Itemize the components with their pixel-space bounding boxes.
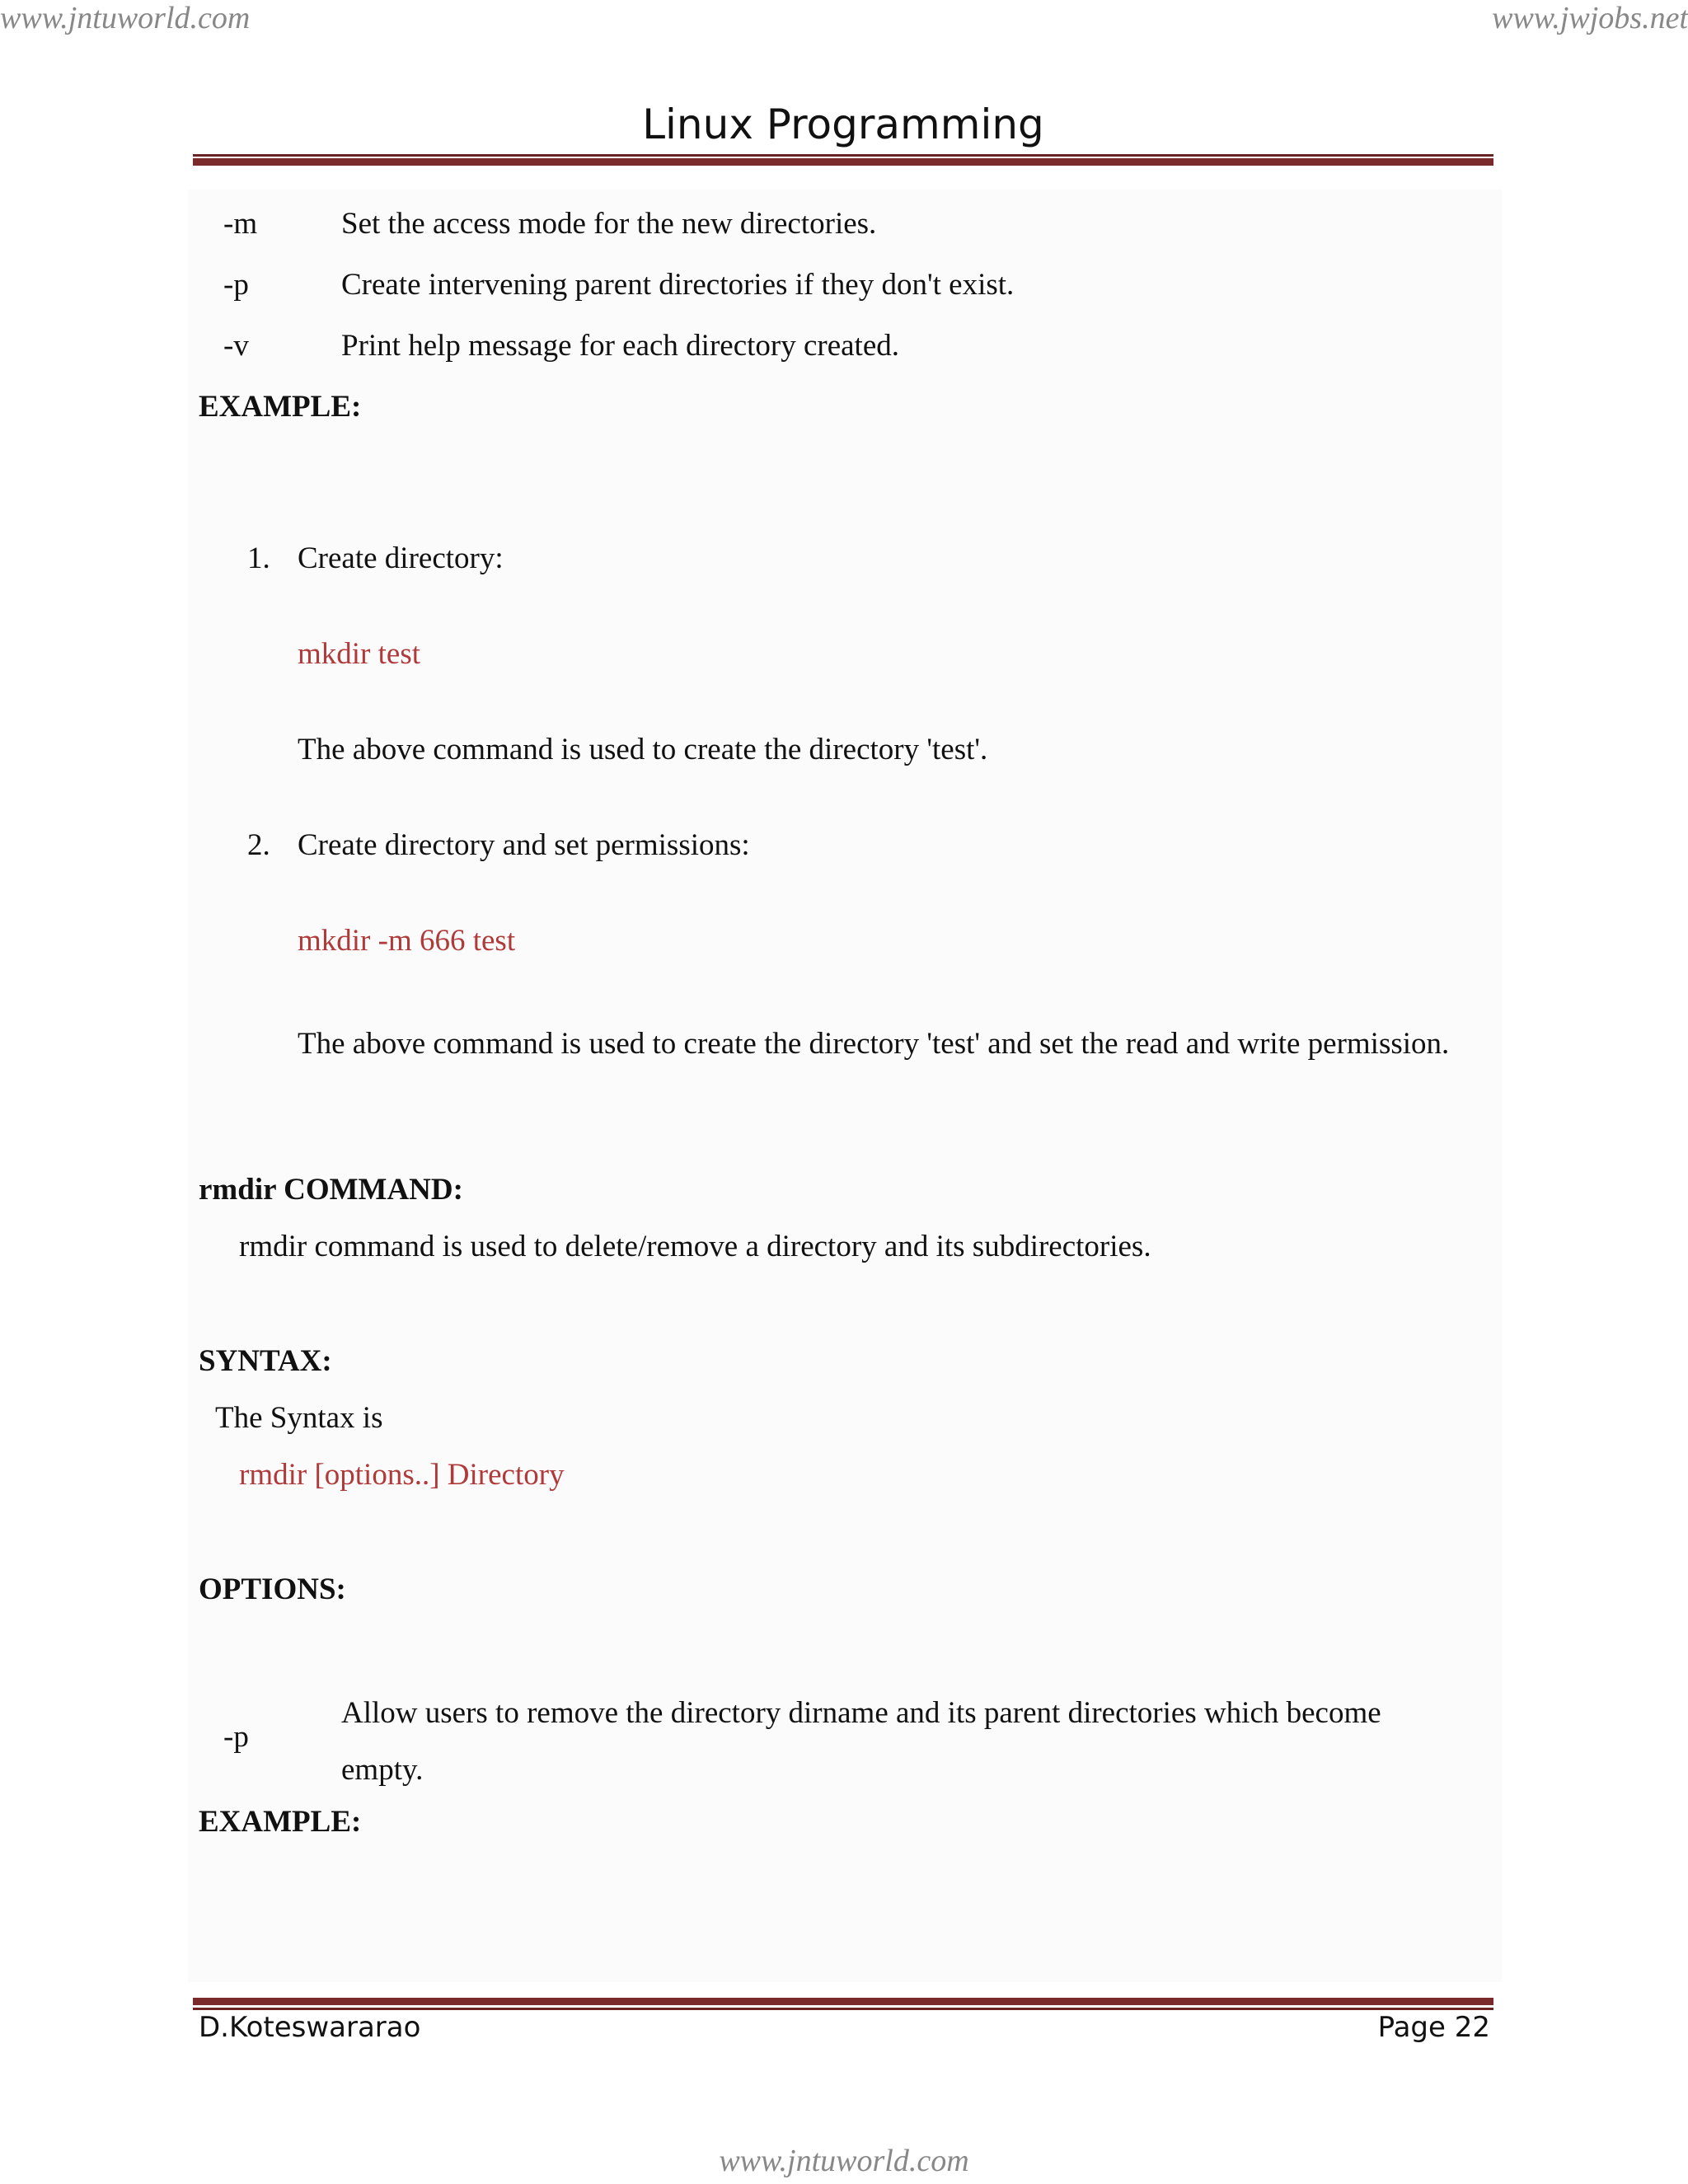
example-item-title: Create directory: — [298, 541, 504, 575]
header-rule-thick — [193, 158, 1493, 166]
rmdir-option-flag: -p — [223, 1720, 249, 1754]
rmdir-heading: rmdir COMMAND: — [199, 1173, 463, 1207]
watermark-top-right: www.jwjobs.net — [1492, 1, 1688, 35]
example-heading: EXAMPLE: — [199, 390, 362, 424]
example-command: mkdir -m 666 test — [298, 924, 516, 958]
page-title: Linux Programming — [642, 101, 1044, 148]
example-item-number: 1. — [247, 541, 270, 575]
options-heading: OPTIONS: — [199, 1572, 346, 1606]
option-desc-m: Set the access mode for the new directories. — [341, 207, 877, 241]
option-flag-m: -m — [223, 207, 258, 241]
example-item-title: Create directory and set permissions: — [298, 828, 750, 862]
footer-page-number: Page 22 — [1377, 2011, 1490, 2044]
footer-author: D.Koteswararao — [199, 2011, 421, 2044]
option-desc-p: Create intervening parent directories if they don't exist. — [341, 268, 1015, 302]
rmdir-option-desc: Allow users to remove the directory dirname and its parent directories which become empty. — [341, 1696, 1381, 1787]
rmdir-description: rmdir command is used to delete/remove a directory and its subdirectories. — [239, 1230, 1151, 1263]
header-rule-thin — [193, 154, 1493, 157]
option-desc-v: Print help message for each directory created. — [341, 329, 900, 363]
option-flag-v: -v — [223, 329, 249, 363]
example-command: mkdir test — [298, 637, 421, 671]
example-explanation: The above command is used to create the directory 'test' and set the read and write permission. — [298, 1027, 1450, 1061]
example-explanation: The above command is used to create the directory 'test'. — [298, 733, 988, 766]
footer-rule-thick — [193, 1998, 1493, 2005]
example-heading: EXAMPLE: — [199, 1805, 362, 1839]
watermark-bottom: www.jntuworld.com — [719, 2144, 969, 2178]
watermark-top-left: www.jntuworld.com — [0, 1, 251, 35]
footer-rule-thin — [193, 2008, 1493, 2010]
option-flag-p: -p — [223, 268, 249, 302]
syntax-command: rmdir [options..] Directory — [239, 1458, 565, 1492]
example-item-number: 2. — [247, 828, 270, 862]
syntax-heading: SYNTAX: — [199, 1344, 332, 1378]
syntax-intro: The Syntax is — [215, 1401, 383, 1435]
